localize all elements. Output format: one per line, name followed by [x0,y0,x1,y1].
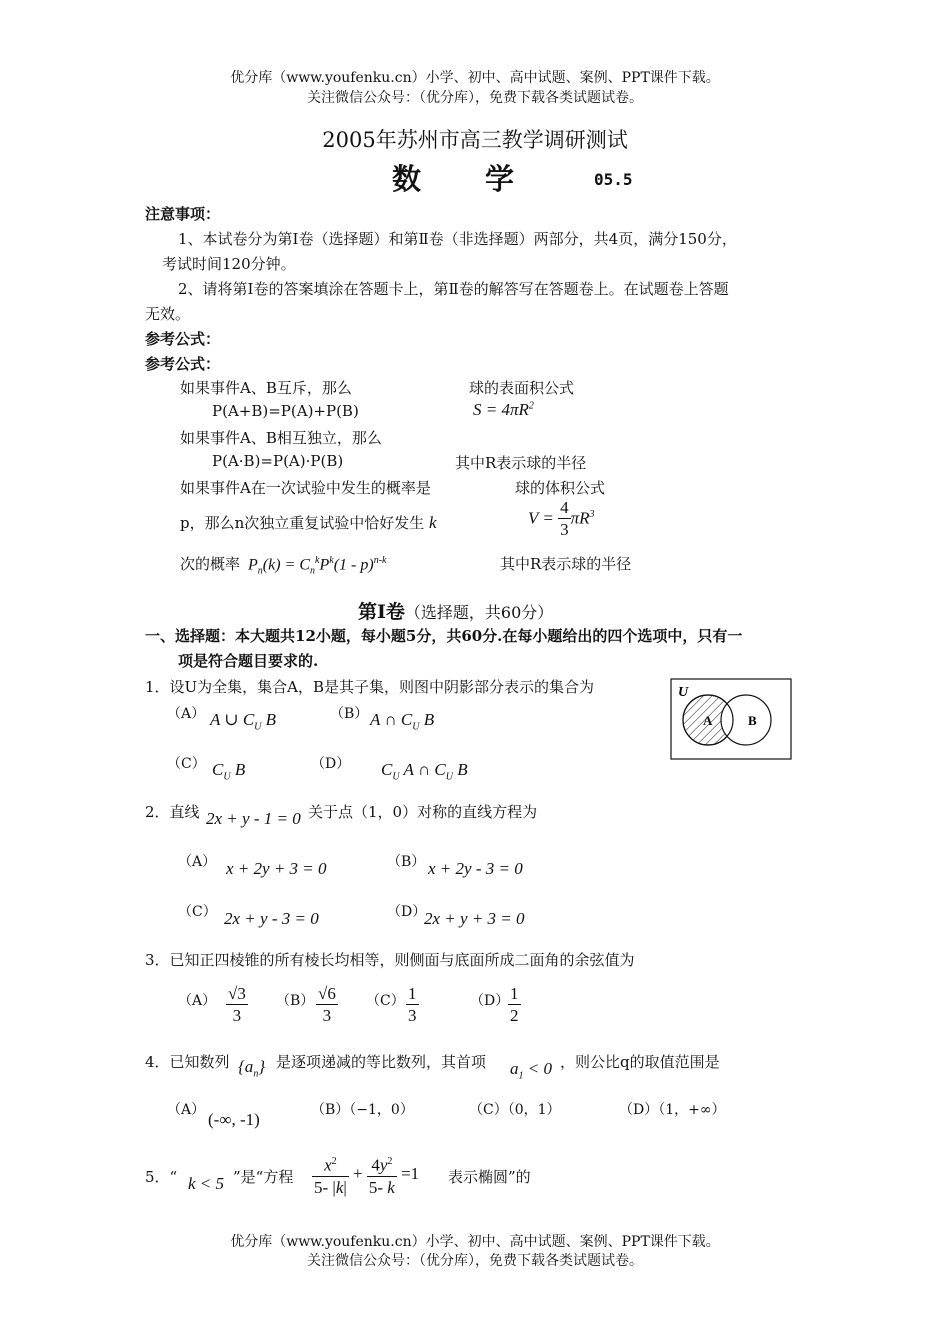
q1-stem: 1．设U为全集，集合A，B是其子集，则图中阴影部分表示的集合为 [145,678,595,696]
q2-option-b: x + 2y - 3 = 0 [428,859,523,878]
q4-option-a: (-∞, -1) [208,1110,260,1129]
section-1-title: 第Ⅰ卷（选择题，共60分） [358,601,554,623]
venn-set-b [721,695,771,745]
q1-label-c: （C） [167,756,206,772]
q2-option-c: 2x + y - 3 = 0 [224,909,319,928]
note-item-2b: 无效。 [145,305,191,323]
q1-option-a: A ∪ $C_U$ B [210,710,277,733]
q1-label-d: （D） [311,756,351,772]
q2-label-a: （A） [178,854,217,870]
q2-stem-b: 关于点（1，0）对称的直线方程为 [308,803,538,821]
formula-l1: 如果事件A、B互斥，那么 [180,379,352,397]
binomial-formula: $P_n(k) = C_n^kP^k(1 - p)^{n-k}$ [248,555,387,577]
q4-stem-a: 4．已知数列 [145,1053,230,1071]
q2-line-equation: 2x + y - 1 = 0 [206,809,301,828]
q2-label-d: （D） [387,904,427,920]
q2-label-b: （B） [387,854,426,870]
q4-label-a: （A） [167,1102,206,1118]
exam-date: 05.5 [594,170,633,189]
header-line-2: 关注微信公众号：（优分库），免费下载各类试题试卷。 [307,90,643,106]
q3-option-a: $\frac{√3}{3}$ [228,984,246,1025]
q1-label-a: （A） [167,706,206,722]
sphere-area-formula: $S = 4\pi R^2$ [473,400,534,419]
formula-l2: P(A+B)=P(A)+P(B) [212,402,359,420]
q5-stem-a: 5．“ [145,1168,178,1186]
formula-r1: 球的表面积公式 [469,379,575,397]
q3-option-b: $\frac{√6}{3}$ [318,984,336,1025]
formula-heading-1: 参考公式： [145,330,221,348]
q3-option-c: $\frac{1}{3}$ [408,984,417,1025]
q3-stem: 3．已知正四棱锥的所有棱长均相等，则侧面与底面所成二面角的余弦值为 [145,951,635,969]
q1-option-d: $C_U$ A ∩ $C_U$ B [381,760,468,783]
footer-line-1: 优分库（www.youfenku.cn）小学、初中、高中试题、案例、PPT课件下载。 [230,1234,720,1250]
q2-option-a: x + 2y + 3 = 0 [226,859,327,878]
section-1-intro-b: 项是符合题目要求的. [178,652,319,670]
q4-stem-b: 是逐项递减的等比数列，其首项 [276,1053,487,1071]
q4-sequence: $\{a_n\}$ [238,1057,266,1080]
q3-label-a: （A） [178,993,217,1009]
q1-option-b: A ∩ $C_U$ B [370,710,435,733]
subject-title: 数 学 [392,162,517,196]
q2-label-c: （C） [178,904,217,920]
formula-r4: 球的体积公式 [515,479,606,497]
formula-l5: 如果事件A在一次试验中发生的概率是 [180,479,431,497]
venn-label-a: A [703,713,713,728]
note-item-1b: 考试时间120分钟。 [162,255,296,273]
q2-stem-a: 2．直线 [145,803,200,821]
q5-condition: k < 5 [188,1174,225,1193]
formula-r3: 其中R表示球的半径 [455,454,587,472]
q4-stem-c: ，则公比q的取值范围是 [560,1053,720,1071]
venn-diagram [670,678,792,760]
q1-label-b: （B） [330,706,369,722]
formula-l3: 如果事件A、B相互独立，那么 [180,429,382,447]
note-item-2a: 2、请将第Ⅰ卷的答案填涂在答题卡上，第Ⅱ卷的解答写在答题卷上。在试题卷上答题 [178,280,729,298]
q3-label-d: （D） [470,993,510,1009]
q5-stem-b: ”是“方程 [233,1168,294,1186]
q2-option-d: 2x + y + 3 = 0 [424,909,525,928]
formula-l4: P(A·B)=P(A)·P(B) [212,452,344,470]
q5-stem-c: 表示椭圆”的 [448,1168,531,1186]
header-line-1: 优分库（www.youfenku.cn）小学、初中、高中试题、案例、PPT课件下载。 [230,70,720,86]
venn-label-b: B [748,713,757,728]
q4-option-b: （B）（−1，0） [311,1102,414,1118]
section-1-intro-a: 一、选择题：本大题共12小题，每小题5分，共60分.在每小题给出的四个选项中，只有一 [145,627,743,645]
notes-heading: 注意事项： [145,205,221,223]
note-item-1a: 1、本试卷分为第Ⅰ卷（选择题）和第Ⅱ卷（非选择题）两部分，共4页，满分150分， [178,230,737,248]
exam-title: 2005年苏州市高三教学调研测试 [322,128,628,152]
footer-line-2: 关注微信公众号：（优分库），免费下载各类试题试卷。 [307,1253,643,1269]
q3-option-d: $\frac{1}{2}$ [510,984,519,1025]
q3-label-c: （C） [366,993,405,1009]
q4-option-d: （D）（1，+∞） [619,1102,726,1118]
venn-label-u: U [678,685,689,700]
q4-first-term: $a_1 < 0$ [510,1059,552,1082]
q1-option-c: $C_U$ B [212,760,246,783]
q4-option-c: （C）（0，1） [469,1102,561,1118]
formula-r6: 其中R表示球的半径 [500,555,632,573]
q3-label-b: （B） [276,993,315,1009]
formula-l6: p，那么n次独立重复试验中恰好发生 k [180,513,437,532]
sphere-volume-formula: V = $\frac{4}{3}$ $\pi R^3$ [528,498,595,539]
formula-l7: 次的概率 [180,555,241,573]
formula-heading-2: 参考公式： [145,355,221,373]
q5-ellipse-equation: $\frac{x^2}{5- |k|}$ + $\frac{4y^2}{5- k}$ =1 [312,1152,419,1199]
